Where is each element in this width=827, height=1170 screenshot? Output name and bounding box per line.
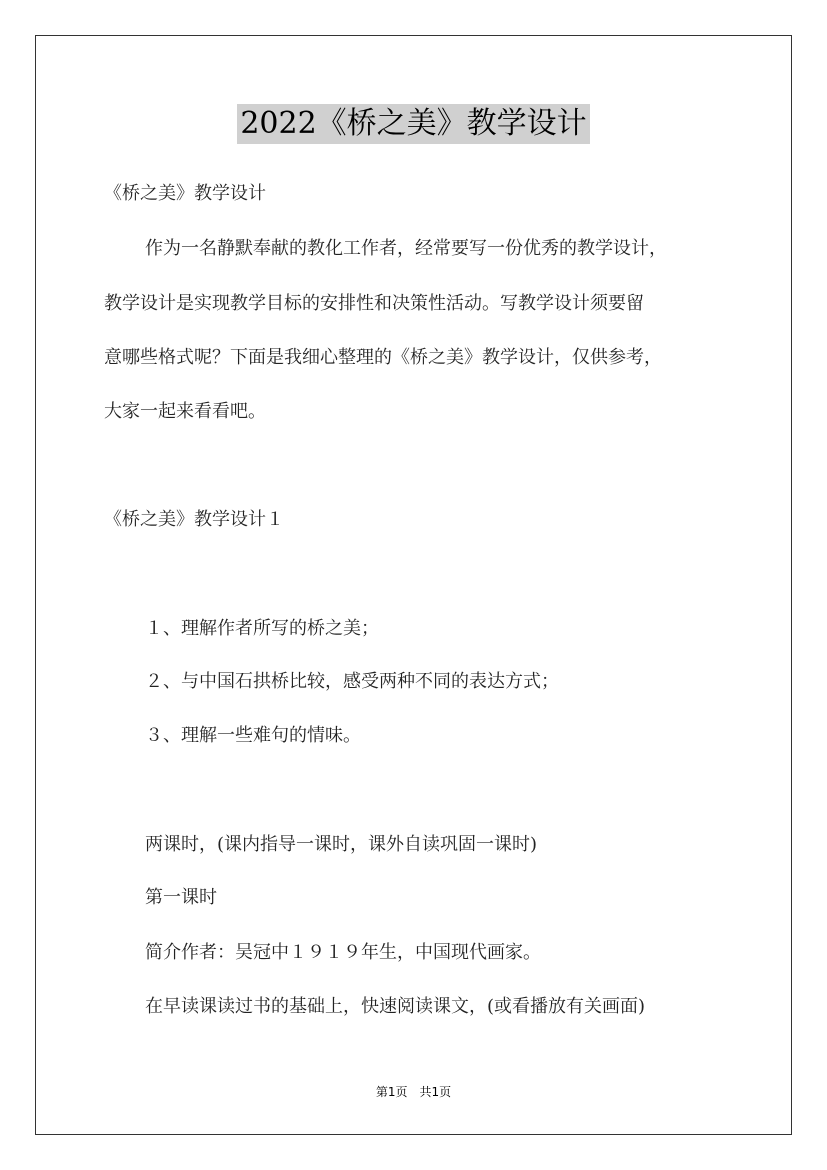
lesson-heading: 第一课时	[145, 887, 217, 908]
goal-item-1: １、理解作者所写的桥之美；	[145, 618, 379, 639]
reading-step: 在早读课读过书的基础上，快速阅读课文，(或看播放有关画面)	[145, 996, 646, 1017]
title-container	[0, 104, 827, 144]
intro-line-1: 作为一名静默奉献的教化工作者，经常要写一份优秀的教学设计，	[145, 238, 667, 259]
document-title: 2022《桥之美》教学设计	[237, 104, 589, 144]
intro-line-4: 大家一起来看看吧。	[104, 401, 266, 422]
goal-item-3: ３、理解一些难句的情味。	[145, 725, 361, 746]
section-heading: 《桥之美》教学设计１	[104, 509, 284, 530]
goal-item-2: ２、与中国石拱桥比较，感受两种不同的表达方式；	[145, 671, 559, 692]
author-intro: 简介作者：吴冠中１９１９年生，中国现代画家。	[145, 942, 541, 963]
document-subtitle: 《桥之美》教学设计	[104, 183, 266, 204]
intro-line-2: 教学设计是实现教学目标的安排性和决策性活动。写教学设计须要留	[104, 293, 644, 314]
intro-line-3: 意哪些格式呢？下面是我细心整理的《桥之美》教学设计，仅供参考，	[104, 347, 662, 368]
schedule-text: 两课时，(课内指导一课时，课外自读巩固一课时)	[145, 834, 538, 855]
page-footer: 第1页 共1页	[375, 1085, 452, 1099]
